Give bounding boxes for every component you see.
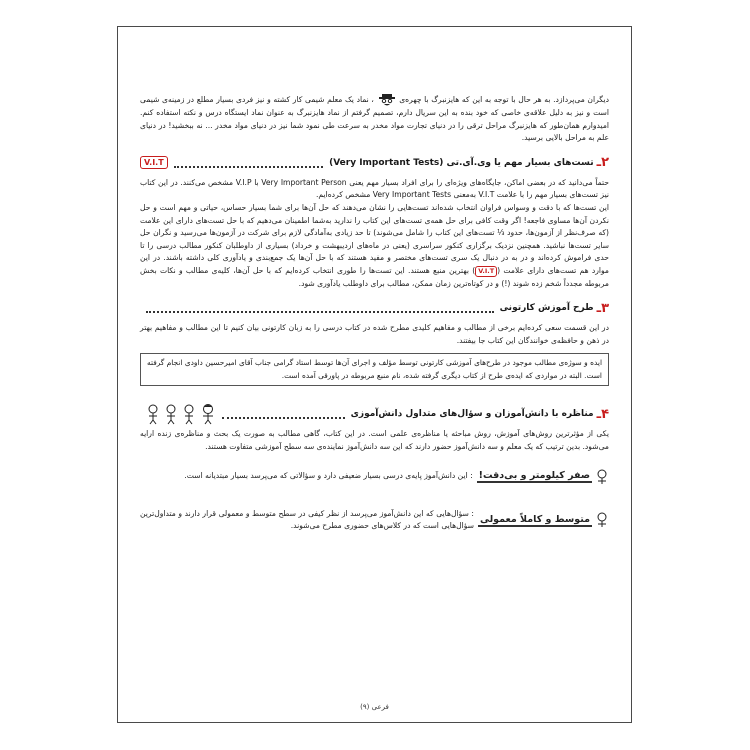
student-level-badge: متوسط و کاملاً معمولی xyxy=(480,513,590,525)
section-number: ۲ـ xyxy=(596,155,609,171)
dotted-leader xyxy=(174,158,323,168)
dotted-leader xyxy=(222,409,345,419)
student-face-icon xyxy=(595,468,609,486)
student-level-text: : این دانش‌آموز پایه‌ی درسی بسیار ضعیفی دارد و سؤالاتی که می‌پرسد بسیار مبتدیانه است. xyxy=(184,471,473,481)
student-level-1 xyxy=(140,468,609,486)
student-face-icon xyxy=(182,403,196,425)
student-level-text: : سؤال‌هایی که این دانش‌آموز می‌پرسد از نظر کیفی در سطح متوسط و معمولی قرار دارند و متداول‌ترین سؤال‌هایی است که در کلاس‌های حضوری مطرح می‌شوند. xyxy=(140,508,474,531)
section-4-heading xyxy=(140,406,609,422)
intro-paragraph: دیگران می‌پردازد. به هر حال با توجه به این که هایزنبرگ با چهره‌ی ، نماد یک معلم شیمی کار کشته و نیز فردی بسیار مطلع در زمینه‌ی شیمی است و نیز به دلیل علاقه‌ی خاصی که خود بنده به این سریال دارم، تصمیم گرفتم از نماد هایزنبرگ به عنوان نماد ایستگاه درس و نکته استفاده کنم. امیدوارم همان‌طور که هایزنبرگ مراحل ترقی را در دنیای تجارت مواد مخدر به سرعت طی نمود شما نیز در دنیای مواد مخدر ... نه ببخشید! در دنیای علم به مراحل بالایی برسید. xyxy=(140,95,609,143)
section-4-paragraph: یکی از مؤثرترین روش‌های آموزش، روش مباحثه یا مناظره‌ی علمی است. در این کتاب، گاهی مطالب به صورت یک بحث و مناظره‌ی زنده ارایه می‌شود. بدین ترتیب که یک معلم و سه دانش‌آموز حضور دارند که این سه دانش‌آموز نماینده‌ی سه سطح آموزشی متفاوت هستند. xyxy=(140,429,609,451)
page-number: فرعی (۹) xyxy=(360,703,389,711)
section-3-heading xyxy=(140,300,609,316)
section-number: ۳ـ xyxy=(596,300,609,316)
student-face-icon xyxy=(164,403,178,425)
vit-badge: V.I.T xyxy=(140,156,168,169)
section-2-paragraph-1: حتماً می‌دانید که در بعضی اماکن، جایگاه‌های ویژه‌ای را برای افراد بسیار مهم یعنی Very Important Person با V.I.P مشخص می‌کنند. در این کتاب نیز تست‌های بسیار مهم را با علامت V.I.T به‌معنی Very Important Tests مشخص کرده‌ایم. xyxy=(140,177,609,200)
section-2-paragraph-2: این تست‌ها که با دقت و وسواس فراوان انتخاب شده‌اند تست‌هایی را نشان می‌دهند که حل آن‌ها برای شما بسیار حساس، حیاتی و مهم است و حل نکردن آن‌ها مساوی فاجعه! اگر وقت کافی برای حل همه‌ی تست‌های این کتاب را ندارید به‌شما اطمینان می‌دهیم که با حل تست‌های دارای این علامت (که صرف‌نظر از آزمون‌ها، حدود ⅓ تست‌های این کتاب را شامل می‌شوند) تا حد زیادی به‌آمادگی لازم برای شرکت در آزمون‌ها می‌رسید و نگران حل سایر تست‌ها نباشید. همچنین نزدیک برگزاری کنکور سراسری (یعنی در ماه‌های اردیبهشت و خرداد) بسیاری از داوطلبان کنکور مطالب درسی را تا حدی فراموش کرده‌اند و در به در دنبال یک سری تست‌های مختصر و مفید هستند که با حل آن‌ها یک جمع‌بندی و یادآوری کلی داشته باشند. در این موارد هم تست‌های دارای علامت (V.I.T) بهترین منبع هستند. این تست‌ها را طوری انتخاب کرده‌ایم که با حل آن‌ها، کلیه‌ی مطالب و نکات بخش مربوطه مجدداً شخم زده شوند (!) و در کوتاه‌ترین زمان ممکن، مطالب برای داوطلب یادآوری شود. xyxy=(140,202,609,288)
student-level-2 xyxy=(140,508,609,533)
credit-text: ایده و سوژه‌ی مطالب موجود در طرح‌های آموزشی کارتونی توسط مؤلف و اجرای آن‌ها توسط استاد گرامی جناب آقای امیرحسین داودی انجام گرفته است. البته در مواردی که ایده‌ی طرح از کتاب دیگری گرفته شده، نام منبع مربوطه در پاورقی آمده است. xyxy=(147,358,602,380)
page-content xyxy=(140,93,609,533)
cartoon-characters xyxy=(146,403,216,425)
heisenberg-face-icon xyxy=(377,93,397,107)
section-title: مناظره با دانش‌آموزان و سؤال‌های متداول دانش‌آموزی xyxy=(350,409,594,420)
student-level-badge: صفر کیلومتر و بی‌دقت! xyxy=(478,470,590,481)
vit-inline-badge: V.I.T xyxy=(475,266,497,277)
teacher-face-icon xyxy=(200,403,216,425)
student-face-icon xyxy=(146,403,160,425)
page-frame xyxy=(117,26,632,723)
section-title: طرح آموزش کارتونی xyxy=(499,303,594,314)
section-number: ۴ـ xyxy=(596,406,609,422)
section-title: تست‌های بسیار مهم یا وی.آی.تی (Very Important Tests) xyxy=(329,157,594,168)
student-face-icon xyxy=(595,511,609,529)
dotted-leader xyxy=(146,303,494,313)
section-3-paragraph: در این قسمت سعی کرده‌ایم برخی از مطالب و مفاهیم کلیدی مطرح شده در کتاب درسی را به زبان کارتونی بیان کنیم تا این مطالب و مفاهیم بهتر در ذهن و حافظه‌ی خوانندگان این کتاب جا بیفتند. xyxy=(140,323,609,345)
section-2-heading xyxy=(140,155,609,171)
credit-box xyxy=(140,353,609,386)
